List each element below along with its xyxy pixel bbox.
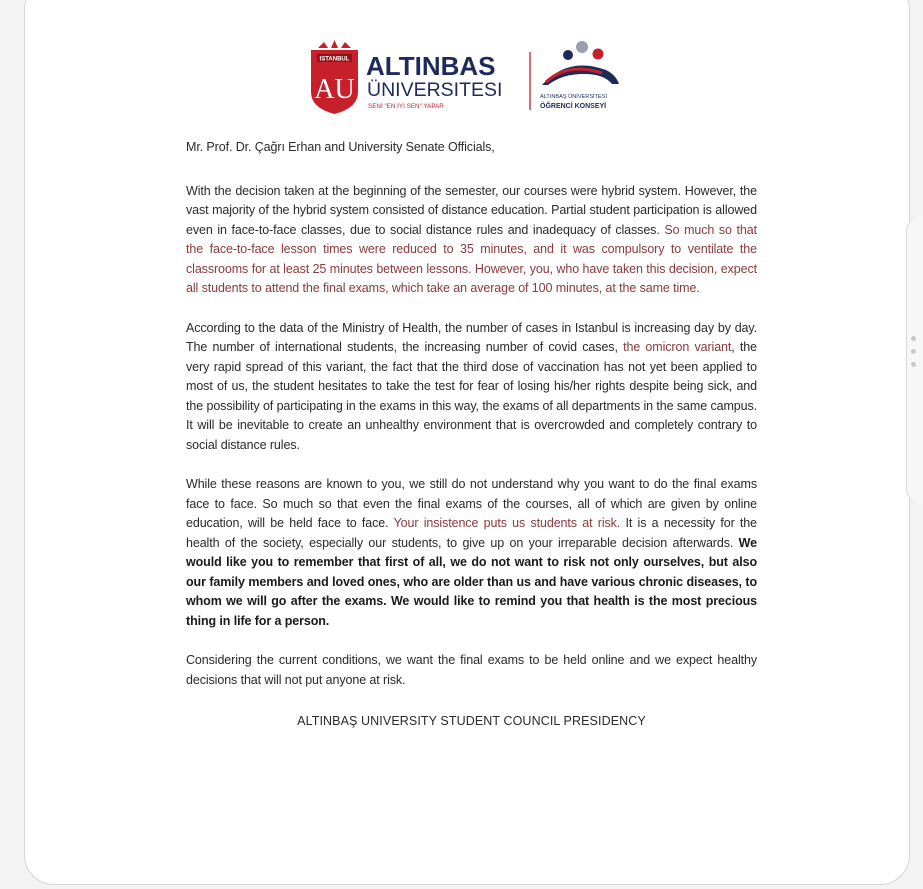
paragraph-3-text-b: It is a necessity for the health of the society, especially our students, to give up on your irreparable decision afterwards. <box>186 516 758 550</box>
paragraph-3-text-a: While these reasons are known to you, we still do not understand why you want to do the final exams face to face. So much so that even the final exams of the courses, all of which are given by online education, will be held face to face. <box>186 477 757 530</box>
council-name-line2: ÖĞRENCİ KONSEYİ <box>540 103 607 110</box>
paragraph-3 <box>186 475 757 631</box>
paragraph-1-highlight: So much so that the face-to-face lesson times were reduced to 35 minutes, and it was compulsory to ventilate the classrooms for at least 25 minutes between lessons. However, you, who have taken this decision, expect all students to attend the final exams, which take an average of 100 minutes, at the same time. <box>186 222 757 295</box>
shield-icon <box>311 40 358 114</box>
shield-city-text: ISTANBUL <box>319 56 350 63</box>
more-icon[interactable] <box>911 336 919 375</box>
university-logo <box>306 40 626 115</box>
paragraph-1 <box>186 182 757 299</box>
paragraph-2 <box>186 319 757 456</box>
paragraph-3-bold: We would like you to remember that first of all, we do not want to risk not only ourselves, but also our family members and loved ones, who are older than us and have various chronic diseases, to whom we will go after the exams. We would like to remind you that health is the most precious thing in life for a person. <box>186 535 757 628</box>
student-council-icon <box>542 41 619 85</box>
letter-body <box>186 138 757 732</box>
paragraph-1-text: With the decision taken at the beginning of the semester, our courses were hybrid system. However, the vast majority of the hybrid system consisted of distance education. Partial student participation is allowed even in face-to-face classes, due to social distance rules and inadequacy of classes. <box>186 183 757 237</box>
paragraph-3-highlight: Your insistence puts us students at risk. <box>393 516 621 530</box>
letterhead <box>306 40 626 115</box>
signature: ALTINBAŞ UNIVERSITY STUDENT COUNCIL PRESIDENCY <box>297 714 646 728</box>
paragraph-2-highlight: the omicron variant <box>623 340 732 354</box>
paragraph-4: Considering the current conditions, we want the final exams to be held online and we expect healthy decisions that will not put anyone at risk. <box>186 653 757 687</box>
paragraph-2-text-b: , the very rapid spread of this variant, the fact that the third dose of vaccination has not yet been applied to most of us, the student hesitates to take the test for fear of losing his/her rights despite being sick, and the possibility of participating in the exams in this way, the exams of all departments in the same campus. It will be inevitable to create an unhealthy environment that is overcrowded and completely contrary to social distance rules. <box>186 340 757 452</box>
university-name-line2: ÜNIVERSITESI <box>367 79 503 101</box>
university-name-line1: ALTINBAS <box>366 51 496 81</box>
salutation: Mr. Prof. Dr. Çağrı Erhan and University Senate Officials, <box>186 140 495 154</box>
university-slogan: SENİ "EN İYİ SEN" YAPAR <box>368 103 444 110</box>
council-name-line1: ALTINBAŞ ÜNİVERSİTESİ <box>540 94 608 100</box>
paragraph-2-text-a: According to the data of the Ministry of Health, the number of cases in Istanbul is increasing day by day. The number of international students, the increasing number of covid cases, <box>186 320 757 354</box>
shield-monogram: AU <box>314 74 355 105</box>
